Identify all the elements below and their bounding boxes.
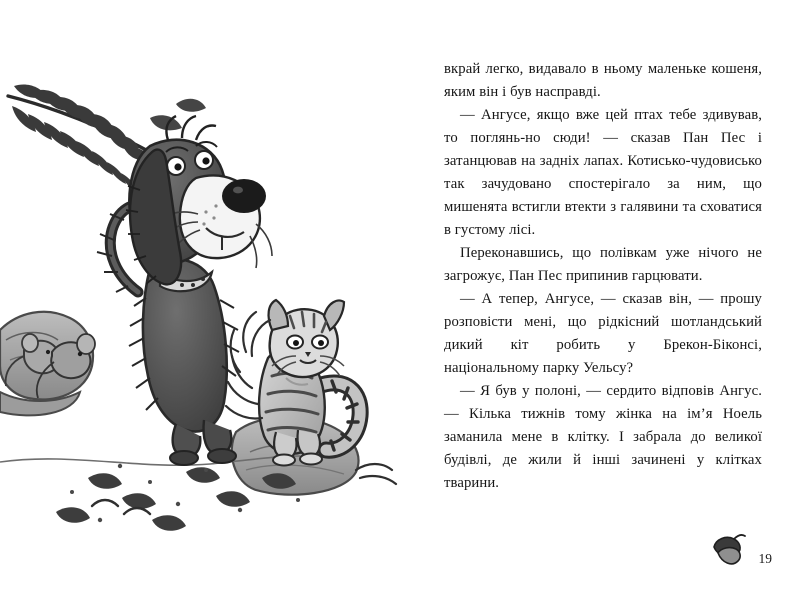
paragraph: — А тепер, Ангусе, — сказав він, — прошу розповісти мені, що рідкісний шотландський дикий кіт робить у Брекон-Біконсі, національному парку Уельсу? — [444, 291, 762, 376]
page-number: 19 — [758, 551, 772, 566]
paragraph: — Я був у полоні, — сердито відповів Ангус. — Кілька тижнів тому жінка на ім’я Ноель заманила мене в клітку. І забрала до великої будівлі, де жили й інші зачинені у клітках тварини. — [444, 383, 762, 491]
paragraph: Переконавшись, що полівкам уже нічого не загрожує, Пан Пес припинив гарцювати. — [444, 245, 762, 284]
paragraph: вкрай легко, видавало в ньому маленьке кошеня, яким він і був насправді. — [444, 61, 762, 100]
body-text-column — [444, 58, 762, 495]
paragraph: — Ангусе, якщо вже цей птах тебе здивував, то поглянь-но сюди! — сказав Пан Пес і затанцював на задніх лапах. Котисько-чудовисько так зачудовано спостерігало за ним, що мишенята встигли втекти з галявини та сховатися в густому лісі. — [444, 107, 762, 238]
acorn-icon — [706, 531, 748, 573]
